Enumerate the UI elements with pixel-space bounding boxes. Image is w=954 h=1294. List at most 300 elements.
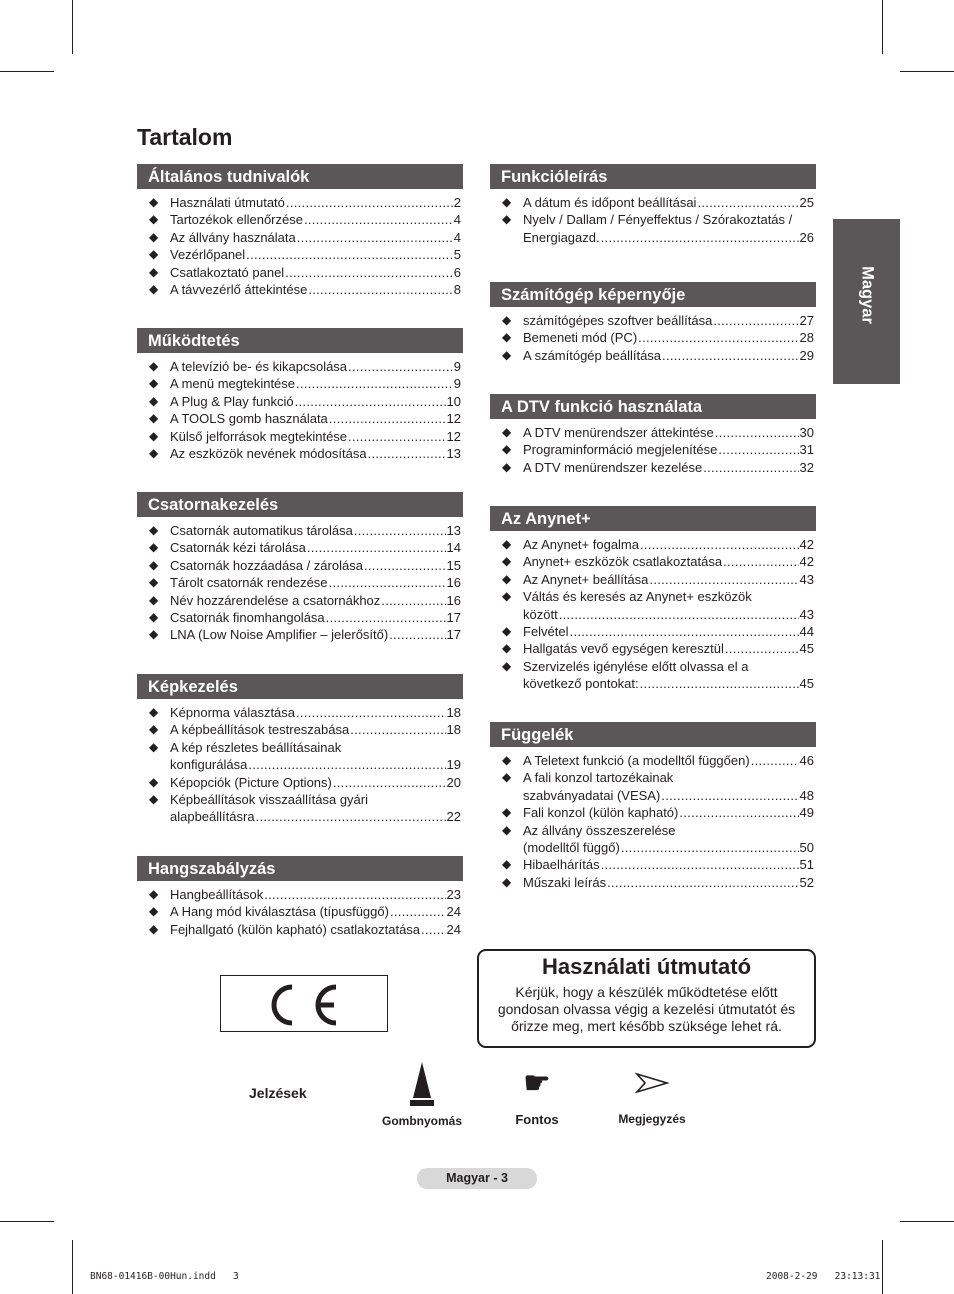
toc-entry-text: Csatornák kézi tárolása — [170, 540, 306, 556]
diamond-bullet-icon: ◆ — [502, 589, 512, 604]
dot-leader — [607, 874, 798, 891]
dot-leader — [326, 609, 446, 626]
toc-page-number: 4 — [453, 229, 461, 245]
toc-entry — [490, 536, 816, 553]
arrow-note-icon — [635, 1072, 669, 1094]
toc-list — [137, 189, 463, 298]
toc-entry — [137, 557, 463, 574]
toc-list — [137, 881, 463, 938]
diamond-bullet-icon: ◆ — [502, 874, 512, 889]
diamond-bullet-icon: ◆ — [502, 442, 512, 457]
toc-entry-text: Képopciók (Picture Options) — [170, 774, 332, 790]
dot-leader — [308, 281, 452, 298]
dot-leader — [286, 194, 453, 211]
toc-list — [490, 531, 816, 693]
diamond-bullet-icon: ◆ — [502, 347, 512, 362]
toc-entry — [137, 626, 463, 643]
toc-section — [490, 282, 816, 364]
toc-page-number: 10 — [446, 393, 461, 409]
toc-entry — [137, 375, 463, 392]
diamond-bullet-icon: ◆ — [149, 904, 159, 919]
toc-page-number: 9 — [453, 359, 461, 374]
dot-leader — [697, 194, 798, 211]
toc-entry-text: alapbeállításra — [170, 809, 255, 825]
diamond-bullet-icon: ◆ — [149, 212, 159, 227]
section-heading: Hangszabályzás — [137, 856, 463, 881]
diamond-bullet-icon: ◆ — [149, 627, 159, 642]
toc-section — [490, 722, 816, 891]
crop-mark — [72, 0, 73, 54]
toc-page-number: 49 — [799, 805, 814, 821]
toc-entry-text: Csatornák automatikus tárolása — [170, 523, 353, 538]
dot-leader — [350, 721, 445, 738]
toc-entry-text: A képbeállítások testreszabása — [170, 722, 350, 738]
toc-entry-text: Használati útmutató — [170, 195, 285, 210]
diamond-bullet-icon: ◆ — [502, 554, 512, 569]
toc-entry-text: Külső jelforrások megtekintése — [170, 428, 348, 444]
diamond-bullet-icon: ◆ — [149, 376, 159, 391]
toc-page-number: 42 — [799, 537, 814, 552]
push-button-icon — [407, 1060, 437, 1108]
dot-leader — [679, 804, 798, 821]
toc-page-number: 13 — [446, 446, 461, 462]
toc-page-number: 9 — [453, 376, 461, 392]
toc-page-number: 16 — [446, 575, 461, 591]
section-heading: Funkcióleírás — [490, 164, 816, 189]
diamond-bullet-icon: ◆ — [502, 195, 512, 209]
dot-leader — [723, 553, 798, 570]
toc-entry — [137, 539, 463, 556]
toc-section — [490, 164, 816, 246]
toc-entry-text: A dátum és időpont beállításai — [523, 195, 697, 210]
toc-entry — [137, 211, 463, 228]
diamond-bullet-icon: ◆ — [149, 592, 159, 607]
toc-entry-text: Képnorma választása — [170, 705, 296, 720]
diamond-bullet-icon: ◆ — [502, 212, 512, 227]
toc-entry — [137, 739, 463, 774]
dot-leader — [661, 787, 798, 804]
toc-entry — [137, 194, 463, 211]
toc-entry-text: A DTV menürendszer kezelése — [523, 459, 703, 475]
dot-leader — [248, 756, 445, 773]
toc-entry-text: A kép részletes beállításainak — [170, 739, 342, 755]
toc-entry — [137, 921, 463, 938]
symbol-important — [497, 1068, 577, 1127]
toc-entry — [137, 522, 463, 539]
toc-entry-text: Felvétel — [523, 624, 569, 640]
diamond-bullet-icon: ◆ — [149, 705, 159, 719]
dot-leader — [329, 574, 446, 591]
toc-page-number: 12 — [446, 428, 461, 444]
toc-entry-text: Csatlakoztató panel — [170, 264, 285, 280]
diamond-bullet-icon: ◆ — [149, 359, 159, 373]
diamond-bullet-icon: ◆ — [149, 887, 159, 901]
section-heading: Függelék — [490, 722, 816, 747]
toc-entry-text: A Plug & Play funkció — [170, 393, 294, 409]
symbols-label: Jelzések — [249, 1085, 307, 1101]
toc-entry — [137, 886, 463, 903]
toc-section — [137, 492, 463, 644]
diamond-bullet-icon: ◆ — [502, 425, 512, 439]
dot-leader — [559, 606, 799, 623]
toc-entry-text: Anynet+ eszközök csatlakoztatása — [523, 554, 723, 570]
toc-entry — [137, 246, 463, 263]
toc-page-number: 15 — [446, 557, 461, 573]
toc-entry-text: konfigurálása — [170, 757, 248, 773]
symbol-press-label: Gombnyomás — [381, 1114, 462, 1128]
pointing-hand-icon: ☛ — [523, 1067, 551, 1100]
dot-leader — [295, 393, 446, 410]
toc-page-number: 44 — [799, 624, 814, 640]
toc-page-number: 31 — [799, 442, 814, 458]
toc-entry — [137, 393, 463, 410]
toc-entry — [490, 658, 816, 693]
toc-entry — [490, 752, 816, 769]
page-number-footer: Magyar - 3 — [417, 1168, 537, 1189]
diamond-bullet-icon: ◆ — [149, 247, 159, 262]
toc-entry — [490, 312, 816, 329]
diamond-bullet-icon: ◆ — [502, 822, 512, 837]
diamond-bullet-icon: ◆ — [149, 792, 159, 807]
dot-leader — [296, 704, 446, 721]
toc-entry-text: Programinformáció megjelenítése — [523, 442, 718, 458]
diamond-bullet-icon: ◆ — [149, 523, 159, 537]
toc-entry-text: A Teletext funkció (a modelltől függően) — [523, 753, 750, 768]
dot-leader — [713, 312, 798, 329]
crop-mark — [72, 1240, 73, 1294]
dot-leader — [640, 675, 799, 692]
diamond-bullet-icon: ◆ — [502, 330, 512, 345]
section-heading: Képkezelés — [137, 674, 463, 699]
toc-page-number: 32 — [799, 459, 814, 475]
diamond-bullet-icon: ◆ — [502, 857, 512, 872]
toc-entry — [137, 774, 463, 791]
toc-page-number: 17 — [446, 610, 461, 626]
dot-leader — [649, 571, 798, 588]
diamond-bullet-icon: ◆ — [502, 770, 512, 785]
toc-entry — [490, 640, 816, 657]
toc-entry — [490, 553, 816, 570]
manual-text: Kérjük, hogy a készülék működtetése előtt gondosan olvassa végig a kezelési útmutatót és őrizze meg, mert később szüksége lehet rá. — [497, 984, 796, 1034]
diamond-bullet-icon: ◆ — [149, 195, 159, 209]
toc-entry-text: Az Anynet+ beállítása — [523, 571, 649, 587]
toc-list — [490, 189, 816, 246]
manual-title: Használati útmutató — [541, 954, 752, 979]
section-heading: Csatornakezelés — [137, 492, 463, 517]
toc-page-number: 8 — [453, 282, 461, 298]
diamond-bullet-icon: ◆ — [502, 624, 512, 639]
toc-entry-text: Vezérlőpanel — [170, 247, 246, 263]
diamond-bullet-icon: ◆ — [149, 428, 159, 443]
toc-entry — [137, 574, 463, 591]
section-heading: Működtetés — [137, 328, 463, 353]
ce-mark-icon — [221, 976, 389, 1033]
toc-entry — [490, 441, 816, 458]
dot-leader — [601, 229, 799, 246]
dot-leader — [421, 921, 445, 938]
dot-leader — [368, 445, 446, 462]
diamond-bullet-icon: ◆ — [149, 411, 159, 426]
toc-page-number: 43 — [799, 606, 814, 622]
toc-entry-text: A TOOLS gomb használata — [170, 411, 328, 427]
toc-entry-text: Név hozzárendelése a csatornákhoz — [170, 592, 381, 608]
dot-leader — [246, 246, 453, 263]
toc-entry-text: A DTV menürendszer áttekintése — [523, 425, 714, 440]
dot-leader — [638, 329, 798, 346]
dot-leader — [703, 459, 798, 476]
diamond-bullet-icon: ◆ — [149, 610, 159, 625]
toc-entry-text: Tárolt csatornák rendezése — [170, 575, 328, 591]
toc-entry — [137, 428, 463, 445]
print-file-info: BN68-01416B-00Hun.indd 3 — [90, 1271, 239, 1282]
toc-page-number: 45 — [799, 676, 814, 692]
toc-entry-text: Képbeállítások visszaállítása gyári — [170, 792, 368, 808]
toc-entry-text: között — [523, 606, 558, 622]
dot-leader — [296, 375, 453, 392]
dot-leader — [751, 752, 799, 769]
symbol-note — [610, 1072, 694, 1126]
ce-mark-box — [220, 975, 388, 1032]
toc-page-number: 2 — [453, 195, 461, 210]
toc-page-number: 20 — [446, 774, 461, 790]
toc-page-number: 45 — [799, 641, 814, 657]
toc-page-number: 14 — [446, 540, 461, 556]
toc-entry — [490, 571, 816, 588]
toc-page-number: 5 — [453, 247, 461, 263]
toc-entry-text: Műszaki leírás — [523, 874, 607, 890]
toc-entry-text: A számítógép beállítása — [523, 347, 662, 363]
toc-page-number: 30 — [799, 425, 814, 440]
toc-entry-text: A távvezérlő áttekintése — [170, 282, 308, 298]
toc-page-number: 51 — [799, 857, 814, 873]
diamond-bullet-icon: ◆ — [149, 774, 159, 789]
diamond-bullet-icon: ◆ — [149, 739, 159, 754]
toc-entry-text: Váltás és keresés az Anynet+ eszközök — [523, 589, 752, 605]
dot-leader — [264, 886, 445, 903]
toc-entry-text: Az eszközök nevének módosítása — [170, 446, 367, 462]
toc-list — [490, 747, 816, 891]
diamond-bullet-icon: ◆ — [502, 313, 512, 327]
toc-entry-text: A Hang mód kiválasztása (típusfüggő) — [170, 904, 389, 920]
toc-entry-text: Csatornák finomhangolása — [170, 610, 325, 626]
dot-leader — [348, 358, 453, 375]
dot-leader — [389, 626, 445, 643]
dot-leader — [601, 856, 799, 873]
toc-list — [490, 419, 816, 476]
toc-entry-text: Az állvány használata — [170, 229, 296, 245]
diamond-bullet-icon: ◆ — [149, 282, 159, 297]
toc-page-number: 29 — [799, 347, 814, 363]
toc-entry-text: Nyelv / Dallam / Fényeffektus / Szórakoztatás / — [523, 212, 793, 228]
dot-leader — [285, 264, 453, 281]
crop-mark — [0, 1221, 54, 1222]
toc-page-number: 48 — [799, 787, 814, 803]
toc-page-number: 23 — [446, 887, 461, 902]
dot-leader — [570, 623, 799, 640]
toc-entry — [490, 856, 816, 873]
dot-leader — [725, 640, 799, 657]
toc-entry — [137, 358, 463, 375]
dot-leader — [621, 839, 799, 856]
dot-leader — [333, 774, 446, 791]
print-date-info: 2008-2-29 23:13:31 — [766, 1271, 881, 1282]
toc-page-number: 22 — [446, 809, 461, 825]
toc-entry-text: A fali konzol tartozékainak — [523, 770, 674, 786]
toc-page-number: 16 — [446, 592, 461, 608]
section-heading: Általános tudnivalók — [137, 164, 463, 189]
crop-mark — [882, 0, 883, 54]
toc-page-number: 46 — [799, 753, 814, 768]
toc-page-number: 24 — [446, 921, 461, 937]
crop-mark — [882, 1240, 883, 1294]
toc-entry-text: Hangbeállítások — [170, 887, 264, 902]
diamond-bullet-icon: ◆ — [149, 446, 159, 461]
toc-entry — [490, 588, 816, 623]
toc-entry — [490, 424, 816, 441]
symbol-note-label: Megjegyzés — [618, 1112, 686, 1126]
diamond-bullet-icon: ◆ — [149, 229, 159, 244]
symbol-important-label: Fontos — [515, 1112, 559, 1127]
toc-page-number: 18 — [446, 722, 461, 738]
dot-leader — [297, 229, 453, 246]
dot-leader — [718, 441, 798, 458]
symbol-press — [374, 1060, 470, 1128]
crop-mark — [900, 71, 954, 72]
toc-section — [137, 164, 463, 298]
toc-entry — [137, 281, 463, 298]
toc-entry — [137, 704, 463, 721]
toc-section — [137, 328, 463, 462]
toc-entry-text: Hibaelhárítás — [523, 857, 600, 873]
diamond-bullet-icon: ◆ — [502, 641, 512, 656]
toc-list — [137, 353, 463, 462]
diamond-bullet-icon: ◆ — [502, 753, 512, 767]
section-heading: A DTV funkció használata — [490, 394, 816, 419]
toc-entry-text: LNA (Low Noise Amplifier – jelerősítő) — [170, 627, 389, 643]
toc-entry-text: Fejhallgató (külön kapható) csatlakoztatása — [170, 921, 421, 937]
toc-entry — [137, 721, 463, 738]
diamond-bullet-icon: ◆ — [149, 557, 159, 572]
toc-page-number: 13 — [446, 523, 461, 538]
toc-section — [490, 394, 816, 476]
diamond-bullet-icon: ◆ — [502, 571, 512, 586]
toc-entry-text: (modelltől függő) — [523, 840, 620, 856]
toc-page-number: 50 — [799, 840, 814, 856]
toc-list — [137, 517, 463, 644]
diamond-bullet-icon: ◆ — [149, 575, 159, 590]
toc-entry-text: A televízió be- és kikapcsolása — [170, 359, 348, 374]
toc-entry — [490, 329, 816, 346]
toc-entry-text: Bemeneti mód (PC) — [523, 330, 638, 346]
toc-section — [490, 506, 816, 693]
toc-entry — [490, 623, 816, 640]
toc-entry — [137, 609, 463, 626]
toc-entry — [137, 229, 463, 246]
dot-leader — [307, 539, 446, 556]
diamond-bullet-icon: ◆ — [502, 537, 512, 551]
diamond-bullet-icon: ◆ — [149, 393, 159, 408]
dot-leader — [381, 592, 445, 609]
dot-leader — [329, 410, 446, 427]
toc-section — [137, 674, 463, 826]
toc-entry — [490, 347, 816, 364]
toc-page-number: 12 — [446, 411, 461, 427]
toc-entry — [490, 769, 816, 804]
diamond-bullet-icon: ◆ — [502, 459, 512, 474]
toc-entry — [490, 211, 816, 246]
crop-mark — [0, 71, 54, 72]
dot-leader — [640, 536, 799, 553]
toc-entry — [137, 903, 463, 920]
user-manual-box — [477, 949, 816, 1048]
toc-page-number: 18 — [446, 705, 461, 720]
diamond-bullet-icon: ◆ — [502, 658, 512, 673]
toc-section — [137, 856, 463, 938]
crop-mark — [900, 1221, 954, 1222]
toc-entry-text: Csatornák hozzáadása / zárolása — [170, 557, 363, 573]
dot-leader — [390, 903, 446, 920]
toc-page-number: 52 — [799, 874, 814, 890]
section-heading: Számítógép képernyője — [490, 282, 816, 307]
diamond-bullet-icon: ◆ — [149, 264, 159, 279]
diamond-bullet-icon: ◆ — [149, 722, 159, 737]
toc-entry — [490, 822, 816, 857]
toc-entry — [137, 791, 463, 826]
toc-entry-text: A menü megtekintése — [170, 376, 296, 392]
toc-entry — [490, 194, 816, 211]
toc-entry-text: következő pontokat: — [523, 676, 639, 692]
dot-leader — [348, 428, 446, 445]
dot-leader — [662, 347, 799, 364]
toc-list — [490, 307, 816, 364]
toc-page-number: 4 — [453, 212, 461, 228]
toc-page-number: 17 — [446, 627, 461, 643]
toc-entry — [137, 592, 463, 609]
toc-page-number: 6 — [453, 264, 461, 280]
toc-entry-text: Energiagazd. — [523, 229, 600, 245]
toc-list — [137, 699, 463, 826]
language-side-tab — [833, 219, 900, 384]
dot-leader — [364, 557, 446, 574]
dot-leader — [715, 424, 799, 441]
toc-entry-text: számítógépes szoftver beállítása — [523, 313, 713, 328]
diamond-bullet-icon: ◆ — [149, 540, 159, 555]
toc-entry — [137, 264, 463, 281]
toc-entry — [137, 410, 463, 427]
toc-entry-text: Szervizelés igénylése előtt olvassa el a — [523, 658, 749, 674]
toc-page-number: 25 — [799, 195, 814, 210]
toc-page-number: 24 — [446, 904, 461, 920]
toc-entry — [490, 804, 816, 821]
toc-page-number: 43 — [799, 571, 814, 587]
toc-entry-text: Tartozékok ellenőrzése — [170, 212, 303, 228]
diamond-bullet-icon: ◆ — [149, 921, 159, 936]
dot-leader — [256, 808, 446, 825]
toc-entry-text: Az állvány összeszerelése — [523, 822, 676, 838]
toc-page-number: 27 — [799, 313, 814, 328]
toc-entry-text: Fali konzol (külön kapható) — [523, 805, 679, 821]
toc-page-number: 26 — [799, 229, 814, 245]
toc-entry — [490, 459, 816, 476]
section-heading: Az Anynet+ — [490, 506, 816, 531]
toc-page-number: 42 — [799, 554, 814, 570]
toc-page-number: 28 — [799, 330, 814, 346]
language-label: Magyar — [858, 266, 876, 324]
diamond-bullet-icon: ◆ — [502, 805, 512, 820]
toc-entry — [137, 445, 463, 462]
dot-leader — [354, 522, 446, 539]
toc-entry — [490, 874, 816, 891]
